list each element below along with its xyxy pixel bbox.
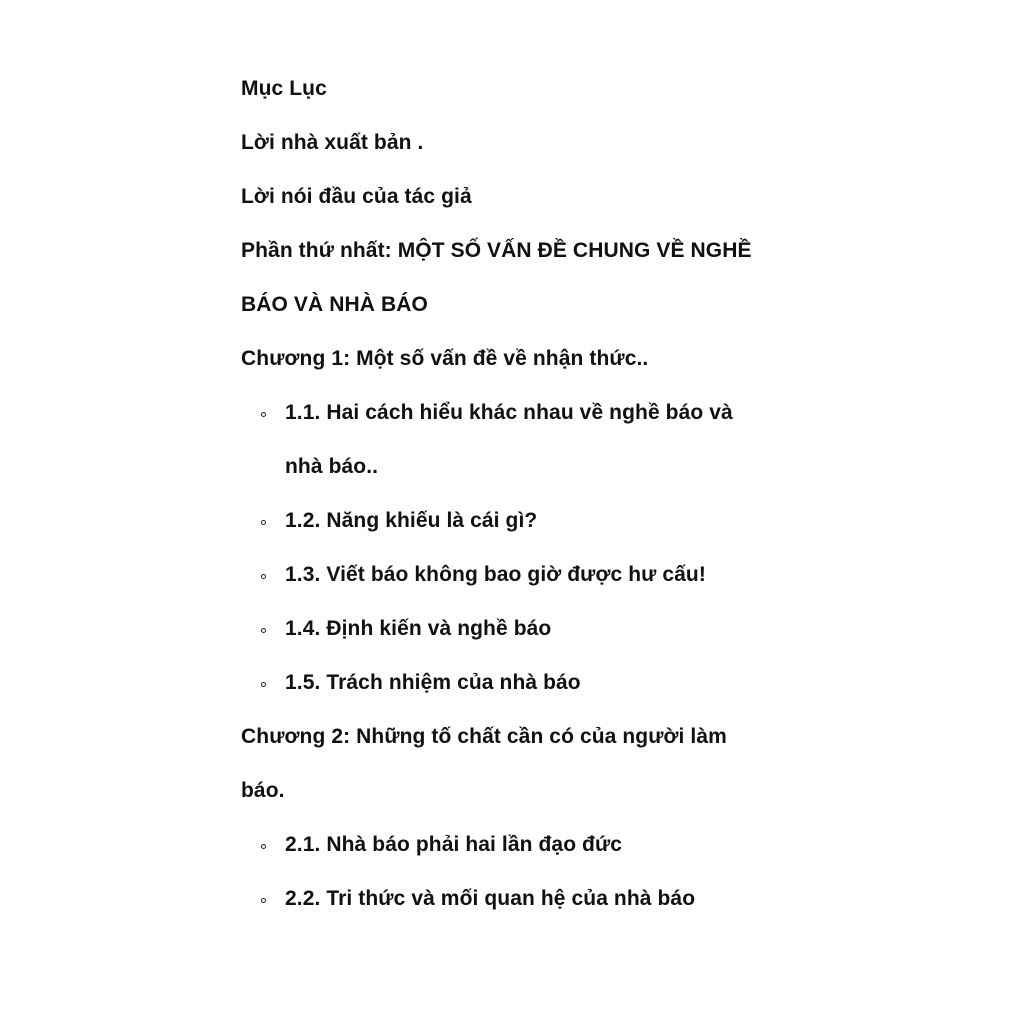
circle-bullet-icon bbox=[261, 628, 266, 633]
toc-subentry-label: 1.2. Năng khiếu là cái gì? bbox=[285, 509, 538, 532]
toc-entry-publisher-preface[interactable]: Lời nhà xuất bản . bbox=[241, 131, 424, 154]
toc-subentry-2-1[interactable] bbox=[241, 818, 841, 872]
toc-subentry-1-4[interactable] bbox=[241, 602, 841, 656]
circle-bullet-icon bbox=[261, 682, 266, 687]
toc-entry-part1[interactable]: Phần thứ nhất: MỘT SỐ VẤN ĐỀ CHUNG VỀ NGHỀ bbox=[241, 239, 752, 262]
circle-bullet-icon bbox=[261, 520, 266, 525]
circle-bullet-icon bbox=[261, 844, 266, 849]
table-of-contents bbox=[241, 62, 841, 926]
toc-subentry-1-5[interactable] bbox=[241, 656, 841, 710]
toc-title: Mục Lục bbox=[241, 77, 327, 100]
toc-subentry-1-3[interactable] bbox=[241, 548, 841, 602]
toc-entry-part1-cont[interactable]: BÁO VÀ NHÀ BÁO bbox=[241, 293, 428, 316]
circle-bullet-icon bbox=[261, 574, 266, 579]
toc-subentry-1-2[interactable] bbox=[241, 494, 841, 548]
toc-entry-chapter2[interactable]: Chương 2: Những tố chất cần có của người làm bbox=[241, 725, 727, 748]
toc-subentry-label: 1.1. Hai cách hiểu khác nhau về nghề báo và bbox=[285, 401, 733, 424]
toc-subentry-label: 1.4. Định kiến và nghề báo bbox=[285, 617, 552, 640]
circle-bullet-icon bbox=[261, 898, 266, 903]
toc-subentry-1-1-cont[interactable]: nhà báo.. bbox=[285, 455, 379, 478]
toc-subentry-label: 2.2. Tri thức và mối quan hệ của nhà báo bbox=[285, 887, 696, 910]
circle-bullet-icon bbox=[261, 412, 266, 417]
toc-entry-chapter1[interactable]: Chương 1: Một số vấn đề về nhận thức.. bbox=[241, 347, 649, 370]
toc-subentry-label: 1.5. Trách nhiệm của nhà báo bbox=[285, 671, 581, 694]
toc-subentry-1-1[interactable] bbox=[241, 386, 841, 440]
toc-subentry-label: 1.3. Viết báo không bao giờ được hư cấu! bbox=[285, 563, 706, 586]
toc-subentry-2-2[interactable] bbox=[241, 872, 841, 926]
toc-entry-author-preface[interactable]: Lời nói đầu của tác giả bbox=[241, 185, 472, 208]
toc-entry-chapter2-cont[interactable]: báo. bbox=[241, 779, 285, 802]
toc-subentry-label: 2.1. Nhà báo phải hai lần đạo đức bbox=[285, 833, 623, 856]
